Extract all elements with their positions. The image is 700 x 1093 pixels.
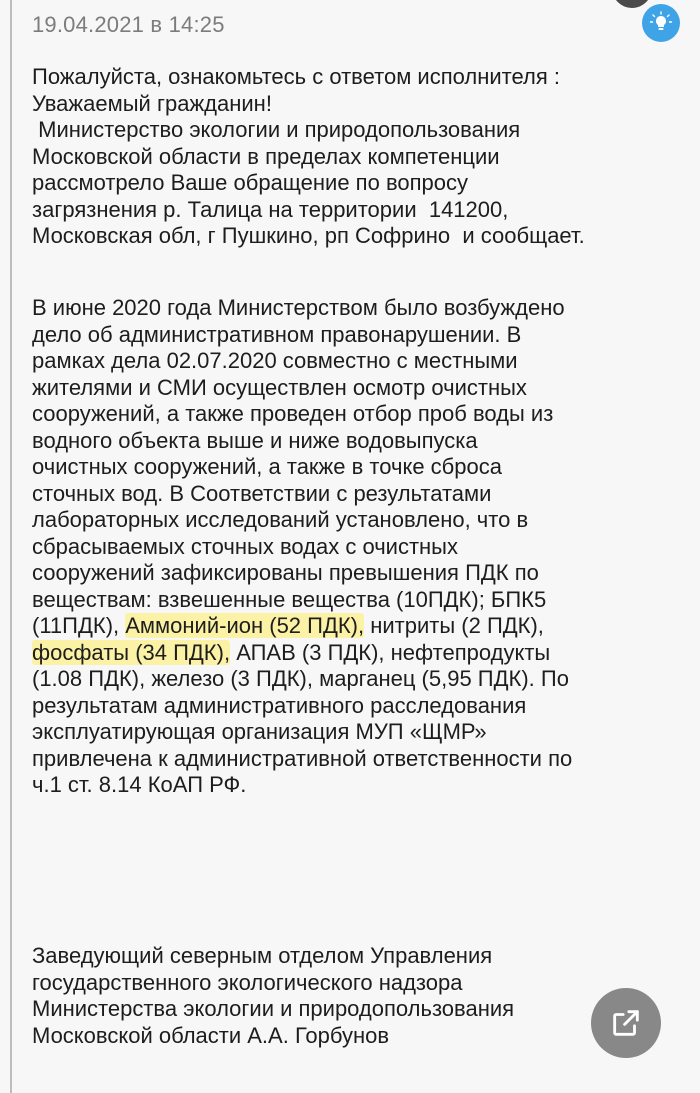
body-line: водного объекта выше и ниже водовыпуска (32, 427, 478, 453)
body-text: (11ПДК), (32, 613, 126, 638)
intro-paragraph (32, 64, 682, 250)
body-line: жителями и СМИ осуществлен осмотр очистных (32, 374, 527, 400)
body-text: АПАВ (3 ПДК), нефтепродукты (230, 639, 551, 665)
body-line: (1.08 ПДК), железо (3 ПДК), марганец (5,95 ПДК). По (32, 666, 569, 691)
body-line-highlighted-a (32, 613, 682, 640)
body-text: нитриты (2 ПДК), (364, 613, 544, 638)
body-line: очистных сооружений, а также в точке сброса (32, 454, 502, 479)
body-line: дело об административном правонарушении. В (32, 321, 522, 347)
body-line: сооружений зафиксированы превышения ПДК по (32, 560, 539, 585)
intro-line: Министерство экологии и природопользования (32, 117, 521, 142)
lightbulb-button[interactable] (642, 4, 680, 42)
body-line: веществам: взвешенные вещества (10ПДК); БПК5 (32, 586, 547, 612)
body-line: лабораторных исследований установлено, что в (32, 507, 529, 532)
highlighted-text: фосфаты (34 ПДК), (32, 639, 231, 665)
body-line: ч.1 ст. 8.14 КоАП РФ. (32, 772, 247, 797)
intro-line: Московская обл, г Пушкино, рп Софрино и сообщает. (32, 223, 585, 248)
body-line: сточных вод. В Соответствии с результатами (32, 480, 492, 506)
left-border-line (10, 0, 12, 1093)
intro-line: Московской области в пределах компетенции (32, 143, 500, 169)
body-line: привлечена к административной ответственности по (32, 745, 573, 771)
signature-line: Заведующий северным отделом Управления (32, 943, 493, 968)
intro-line: Уважаемый гражданин! (32, 90, 272, 116)
top-dark-decoration (612, 0, 652, 8)
share-external-icon (609, 1006, 643, 1040)
share-button[interactable] (591, 988, 661, 1058)
body-line: эксплуатирующая организация МУП «ЩМР» (32, 719, 487, 744)
intro-line: загрязнения р. Талица на территории 141200, (32, 196, 509, 222)
signature-line: государственного экологического надзора (32, 969, 463, 995)
body-line: сооружений, а также проведен отбор проб воды из (32, 401, 554, 426)
intro-line: рассмотрело Ваше обращение по вопросу (32, 170, 469, 195)
signature-block (32, 943, 682, 1049)
intro-line: Пожалуйста, ознакомьтесь с ответом исполнителя : (32, 64, 560, 89)
message-date: 19.04.2021 в 14:25 (32, 12, 225, 37)
body-line: рамках дела 02.07.2020 совместно с местными (32, 348, 518, 373)
body-line: результатам административного расследования (32, 692, 527, 718)
lightbulb-icon (649, 11, 673, 35)
body-line-highlighted-b (32, 640, 682, 667)
signature-line: Министерства экологии и природопользования (32, 996, 515, 1021)
highlighted-text: Аммоний-ион (52 ПДК), (125, 613, 365, 638)
body-paragraph (32, 295, 682, 799)
signature-line: Московской области А.А. Горбунов (32, 1022, 390, 1048)
body-line: сбрасываемых сточных водах с очистных (32, 533, 458, 559)
body-line: В июне 2020 года Министерством было возбуждено (32, 295, 565, 320)
